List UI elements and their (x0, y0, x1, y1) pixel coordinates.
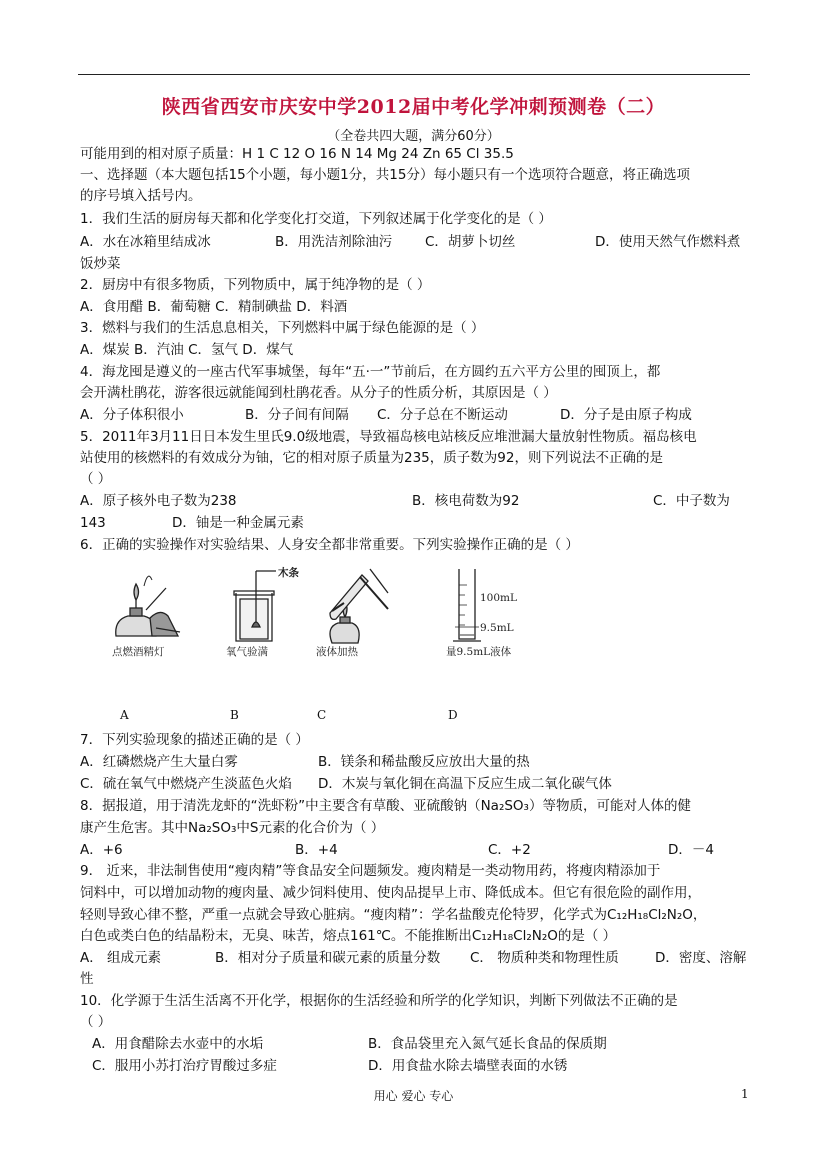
q8-option-b: B．+4 (295, 842, 338, 858)
figure-d-mark-9-5ml: 9.5mL (480, 622, 514, 634)
q1-option-a: A．水在冰箱里结成冰 (80, 234, 211, 250)
q10-option-a: A．用食醋除去水壶中的水垢 (92, 1036, 264, 1052)
q1-option-d: D．使用天然气作燃料煮 (595, 234, 741, 250)
section-header-line2: 的序号填入括号内。 (80, 188, 202, 204)
page-title: 陕西省西安市庆安中学2012届中考化学冲刺预测卷（二） (161, 96, 666, 118)
q10-line2: （ ） (80, 1014, 112, 1030)
q5-option-c-cont: 143 (80, 515, 106, 531)
q1-option-d-cont: 饭炒菜 (80, 256, 121, 272)
q7-stem: 7．下列实验现象的描述正确的是（ ） (80, 732, 309, 748)
q9-option-b: B．相对分子质量和碳元素的质量分数 (215, 950, 441, 966)
q9-option-d-cont: 性 (80, 971, 94, 987)
q4-option-b: B．分子间有间隔 (245, 407, 349, 423)
q9-line1: 9． 近来，非法制售使用“瘦肉精”等食品安全问题频发。瘦肉精是一类动物用药，将瘦肉精添加于 (80, 863, 661, 879)
q1-stem: 1．我们生活的厨房每天都和化学变化打交道，下列叙述属于化学变化的是（ ） (80, 211, 552, 227)
q6-letter-d: D (448, 708, 458, 722)
q8-option-a: A．+6 (80, 842, 123, 858)
q5-line1: 5．2011年3月11日日本发生里氏9.0级地震，导致福岛核电站核反应堆泄漏大量放射性物质。福岛核电 (80, 429, 697, 445)
q10-line1: 10．化学源于生活生活离不开化学，根据你的生活经验和所学的化学知识，判断下列做法不正确的是 (80, 993, 678, 1009)
q6-letter-c: C (317, 708, 327, 722)
q5-option-d: D．铀是一种金属元素 (172, 515, 304, 531)
q4-line2: 会开满杜鹃花，游客很远就能闻到杜鹃花香。从分子的性质分析，其原因是（ ） (80, 385, 557, 401)
q5-option-a: A．原子核外电子数为238 (80, 493, 237, 509)
q1-option-b: B．用洗洁剂除油污 (275, 234, 393, 250)
q4-option-a: A．分子体积很小 (80, 407, 184, 423)
page-number: 1 (741, 1087, 749, 1101)
q6-stem: 6．正确的实验操作对实验结果、人身安全都非常重要。下列实验操作正确的是（ ） (80, 537, 579, 553)
q8-line2: 康产生危害。其中Na₂SO₃中S元素的化合价为（ ） (80, 820, 385, 836)
figure-c-heating-liquid (302, 565, 397, 645)
q5-option-b: B．核电荷数为92 (412, 493, 520, 509)
q4-line1: 4．海龙囤是遵义的一座古代军事城堡，每年“五·一”节前后，在方圆约五六平方公里的囤顶上，都 (80, 364, 661, 380)
q8-option-d: D．－4 (668, 842, 714, 858)
q9-option-a: A． 组成元素 (80, 950, 162, 966)
header-rule (78, 74, 750, 75)
q10-option-d: D．用食盐水除去墙壁表面的水锈 (368, 1058, 568, 1074)
q3-options: A．煤炭 B．汽油 C．氢气 D．煤气 (80, 342, 294, 358)
section-header-line1: 一、选择题（本大题包括15个小题，每小题1分，共15分）每小题只有一个选项符合题意，将正确选项 (80, 167, 690, 183)
q10-option-b: B．食品袋里充入氮气延长食品的保质期 (368, 1036, 607, 1052)
figure-b-caption: 氧气验满 (226, 646, 268, 658)
page-footer: 用心 爱心 专心 (373, 1089, 454, 1103)
q2-options: A．食用醋 B．葡萄糖 C．精制碘盐 D．料酒 (80, 299, 348, 315)
q7-option-b: B．镁条和稀盐酸反应放出大量的热 (318, 754, 530, 770)
q7-option-c: C．硫在氧气中燃烧产生淡蓝色火焰 (80, 776, 292, 792)
q7-option-d: D．木炭与氧化铜在高温下反应生成二氧化碳气体 (318, 776, 612, 792)
figure-a-light-alcohol-lamp (108, 568, 183, 640)
q7-option-a: A．红磷燃烧产生大量白雾 (80, 754, 238, 770)
q9-line3: 轻则导致心律不整，严重一点就会导致心脏病。“瘦肉精”：学名盐酸克伦特罗，化学式为C₁₂H₁₈Cl₂N₂O， (80, 907, 707, 923)
q9-line2: 饲料中，可以增加动物的瘦肉量、减少饲料使用、使肉品提早上市、降低成本。但它有很危险的副作用， (80, 885, 701, 901)
q6-letter-a: A (120, 708, 129, 722)
q5-line2: 站使用的核燃料的有效成分为铀，它的相对原子质量为235，质子数为92，则下列说法不正确的是 (80, 450, 663, 466)
q10-option-c: C．服用小苏打治疗胃酸过多症 (92, 1058, 277, 1074)
q6-letter-b: B (230, 708, 239, 722)
q2-stem: 2．厨房中有很多物质，下列物质中，属于纯净物的是（ ） (80, 277, 431, 293)
q8-line1: 8．据报道，用于清洗龙虾的“洗虾粉”中主要含有草酸、亚硫酸钠（Na₂SO₃）等物质，可能对人体的健 (80, 798, 691, 814)
figure-b-stick-label: 木条 (278, 567, 299, 579)
page-subtitle: （全卷共四大题，满分60分） (327, 129, 500, 144)
atomic-masses: 可能用到的相对原子质量：H 1 C 12 O 16 N 14 Mg 24 Zn 65 Cl 35.5 (80, 146, 514, 162)
figure-d-mark-100ml: 100mL (480, 592, 517, 604)
figure-a-caption: 点燃酒精灯 (112, 646, 165, 658)
figure-d-caption: 量9.5mL液体 (446, 646, 512, 658)
q5-option-c: C．中子数为 (653, 493, 730, 509)
q4-option-d: D．分子是由原子构成 (560, 407, 692, 423)
figure-c-caption: 液体加热 (316, 646, 358, 658)
q8-option-c: C．+2 (488, 842, 531, 858)
q4-option-c: C．分子总在不断运动 (377, 407, 508, 423)
q3-stem: 3．燃料与我们的生活息息相关，下列燃料中属于绿色能源的是（ ） (80, 320, 485, 336)
q5-line3: （ ） (80, 471, 112, 487)
q9-option-c: C． 物质种类和物理性质 (470, 950, 619, 966)
q9-option-d: D．密度、溶解 (655, 950, 747, 966)
q1-option-c: C．胡萝卜切丝 (425, 234, 516, 250)
q9-line4: 白色或类白色的结晶粉末，无臭、味苦，熔点161℃。不能推断出C₁₂H₁₈Cl₂N₂O的是（ ） (80, 928, 617, 944)
